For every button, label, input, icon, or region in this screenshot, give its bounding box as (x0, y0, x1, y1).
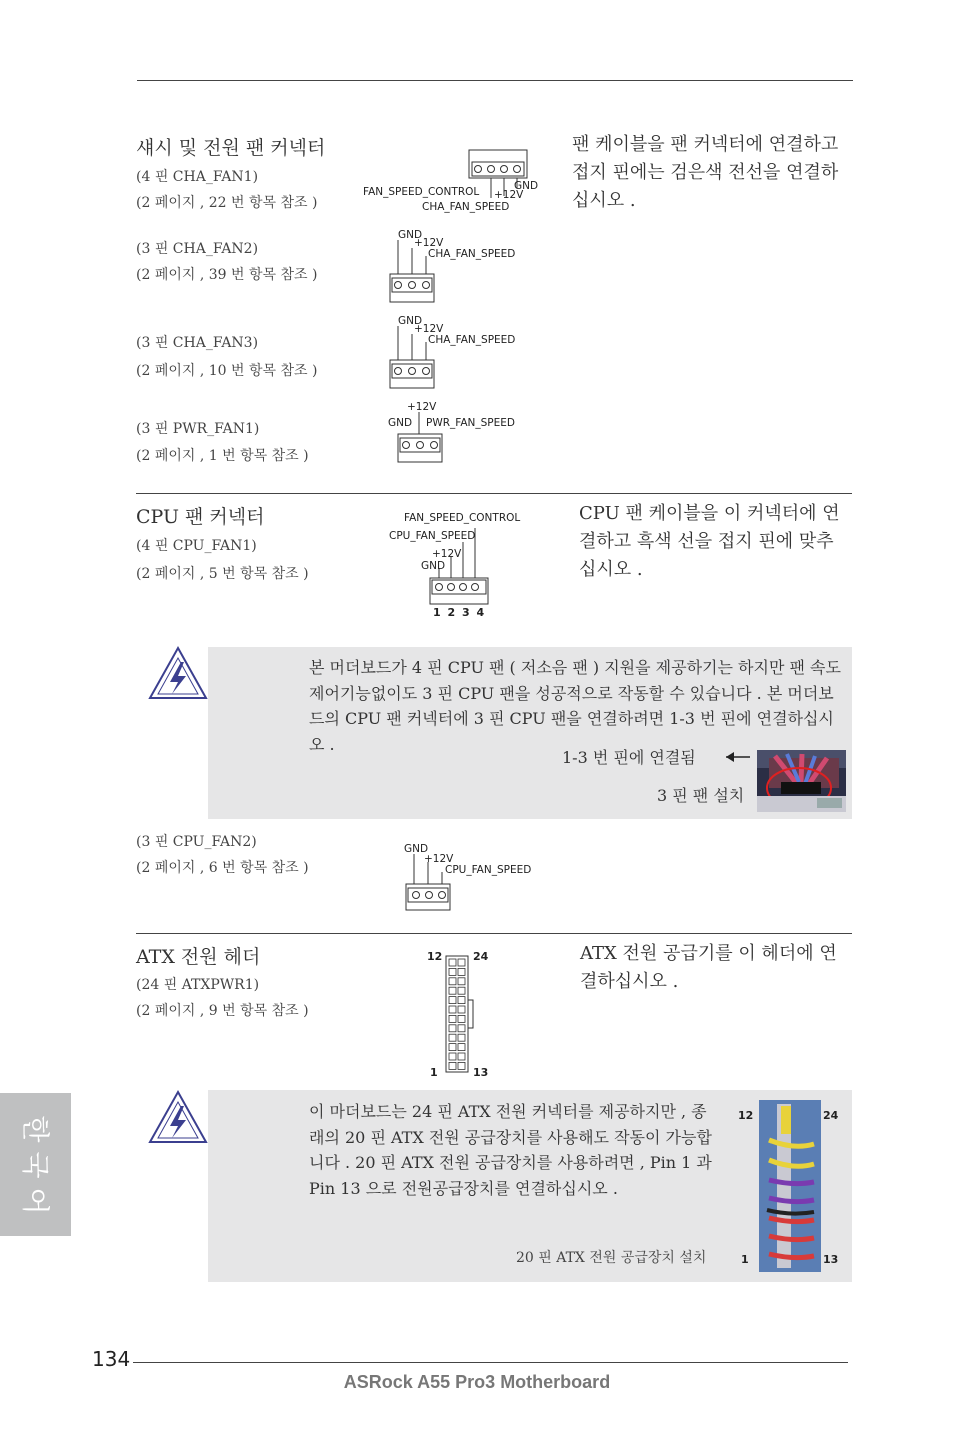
cpu-fan2-pins: (3 핀 CPU_FAN2) (136, 834, 257, 850)
chassis-title: 섀시 및 전원 팬 커넥터 (136, 137, 326, 159)
warning-icon (148, 644, 210, 702)
atx-pin (449, 968, 456, 975)
cpu-fan1-pin-numbers: 1 2 3 4 (433, 606, 485, 619)
note-atx-label-24: 24 (823, 1109, 839, 1122)
note-atx-label-13: 13 (823, 1253, 839, 1266)
atx-pin (449, 987, 456, 994)
cpu-fan1-label-12v: +12V (432, 548, 462, 560)
atx-pin (458, 1034, 465, 1041)
section-rule-cpu (136, 493, 852, 494)
cpu-fan2-label-gnd: GND (404, 843, 429, 855)
side-tab-char-3: 어 (19, 1187, 52, 1215)
atx-pin (458, 968, 465, 975)
atx-pin (458, 1015, 465, 1022)
note-cpu-fan-caption1: 1-3 번 핀에 연결됨 (562, 748, 696, 767)
atx-pin (458, 1062, 465, 1069)
cha-fan2-label-gnd: GND (398, 229, 423, 241)
atx-pin (449, 997, 456, 1004)
atx-pin (458, 997, 465, 1004)
page-number: 134 (92, 1347, 131, 1371)
side-tab-char-1: 한 (19, 1115, 52, 1143)
cpu-title: CPU 팬 커넥터 (136, 506, 265, 528)
cpu-fan1-label-control: FAN_SPEED_CONTROL (404, 512, 521, 524)
cha-fan2-ref: (2 페이지 , 39 번 항목 참조 ) (136, 267, 318, 283)
cha-fan1-label-12v: +12V (494, 189, 524, 201)
cha-fan3-label-gnd: GND (398, 315, 423, 327)
pwr-fan1-label-12v: +12V (407, 401, 437, 413)
note-cpu-fan-text: 본 머더보드가 4 핀 CPU 팬 ( 저소음 팬 ) 지원을 제공하기는 하지만 팬 속도 제어기능없이도 3 핀 CPU 팬을 성공적으로 작동할 수 있습니다 . 본 머더보드의 CPU 팬 커넥터에 3 핀 CPU 팬을 연결하려면 1-3 번 핀에 연결하십시오 . (309, 658, 841, 754)
cha-fan3-pins: (3 핀 CHA_FAN3) (136, 335, 259, 351)
warning-icon (148, 1088, 210, 1146)
cha-fan2-label-12v: +12V (414, 237, 444, 249)
cha-fan1-label-control: FAN_SPEED_CONTROL (363, 186, 480, 198)
note-atx-text: 이 마더보드는 24 핀 ATX 전원 커넥터를 제공하지만 , 종래의 20 핀 ATX 전원 공급장치를 사용해도 작동이 가능합니다 . 20 핀 ATX 전원 공급장치를 사용하려면 , Pin 1 과 Pin 13 으로 전원공급장치를 연결하십시오 . (309, 1102, 712, 1198)
cha-fan3-ref: (2 페이지 , 10 번 항목 참조 ) (136, 363, 318, 379)
atx-pin (449, 1015, 456, 1022)
atx-photo (759, 1100, 821, 1272)
cpu-fan1-label-speed: CPU_FAN_SPEED (389, 530, 476, 542)
atx-pin (449, 978, 456, 985)
atx-pin (458, 959, 465, 966)
atx-label-24: 24 (473, 950, 489, 963)
atx-pin (458, 1044, 465, 1051)
footer-title: ASRock A55 Pro3 Motherboard (343, 1372, 611, 1392)
pwr-fan1-label-speed: PWR_FAN_SPEED (426, 417, 515, 429)
cha-fan3-label-speed: CHA_FAN_SPEED (428, 334, 516, 346)
atx-pin (449, 1025, 456, 1032)
atx-ref: (2 페이지 , 9 번 항목 참조 ) (136, 1003, 309, 1019)
atx-pins: (24 핀 ATXPWR1) (136, 977, 260, 993)
side-tab-char-2: 국 (19, 1151, 52, 1179)
atx-pin (449, 959, 456, 966)
atx-pin (449, 1053, 456, 1060)
cpu-fan1-ref: (2 페이지 , 5 번 항목 참조 ) (136, 566, 309, 582)
atx-desc: ATX 전원 공급기를 이 헤더에 연결하십시오 . (580, 943, 837, 992)
note-atx-label-1: 1 (741, 1253, 749, 1266)
section-rule-atx (136, 933, 852, 934)
atx-pin (449, 1062, 456, 1069)
footer-rule (133, 1362, 848, 1363)
atx-label-12: 12 (427, 950, 443, 963)
cha-fan1-ref: (2 페이지 , 22 번 항목 참조 ) (136, 195, 318, 211)
cha-fan1-pins: (4 핀 CHA_FAN1) (136, 169, 259, 185)
language-side-tab (0, 1093, 71, 1236)
atx-connector-diagram (444, 954, 476, 1076)
top-rule (137, 80, 853, 81)
cha-fan2-pins: (3 핀 CHA_FAN2) (136, 241, 259, 257)
atx-pin (458, 1025, 465, 1032)
atx-label-1: 1 (430, 1066, 438, 1079)
arrow-left-icon (724, 751, 752, 763)
cpu-fan2-label-12v: +12V (424, 853, 454, 865)
cpu-fan1-pins: (4 핀 CPU_FAN1) (136, 538, 257, 554)
pwr-fan1-ref: (2 페이지 , 1 번 항목 참조 ) (136, 448, 309, 464)
atx-pin (458, 978, 465, 985)
cha-fan1-label-gnd: GND (514, 180, 539, 192)
cpu-fan2-ref: (2 페이지 , 6 번 항목 참조 ) (136, 860, 309, 876)
pwr-fan1-pins: (3 핀 PWR_FAN1) (136, 421, 260, 437)
cha-fan3-label-12v: +12V (414, 323, 444, 335)
cpu-fan-photo (757, 750, 846, 812)
cha-fan1-label-speed: CHA_FAN_SPEED (422, 201, 510, 213)
atx-pin (458, 1006, 465, 1013)
atx-pin (449, 1044, 456, 1051)
pwr-fan1-label-gnd: GND (388, 417, 413, 429)
note-cpu-fan-caption2: 3 핀 팬 설치 (657, 786, 745, 805)
atx-label-13: 13 (473, 1066, 489, 1079)
note-atx-label-12: 12 (738, 1109, 754, 1122)
cpu-fan1-label-gnd: GND (421, 560, 446, 572)
note-atx-caption: 20 핀 ATX 전원 공급장치 설치 (516, 1250, 707, 1266)
cpu-desc: CPU 팬 케이블을 이 커넥터에 연결하고 흑색 선을 접지 핀에 맞추십시오 . (579, 503, 840, 580)
chassis-desc: 팬 케이블을 팬 커넥터에 연결하고 접지 핀에는 검은색 전선을 연결하십시오 . (572, 134, 839, 211)
atx-pin (449, 1034, 456, 1041)
atx-pin (458, 1053, 465, 1060)
atx-pin (449, 1006, 456, 1013)
cpu-fan2-label-speed: CPU_FAN_SPEED (445, 864, 532, 876)
cha-fan2-label-speed: CHA_FAN_SPEED (428, 248, 516, 260)
atx-title: ATX 전원 헤더 (136, 946, 261, 968)
atx-pin (458, 987, 465, 994)
